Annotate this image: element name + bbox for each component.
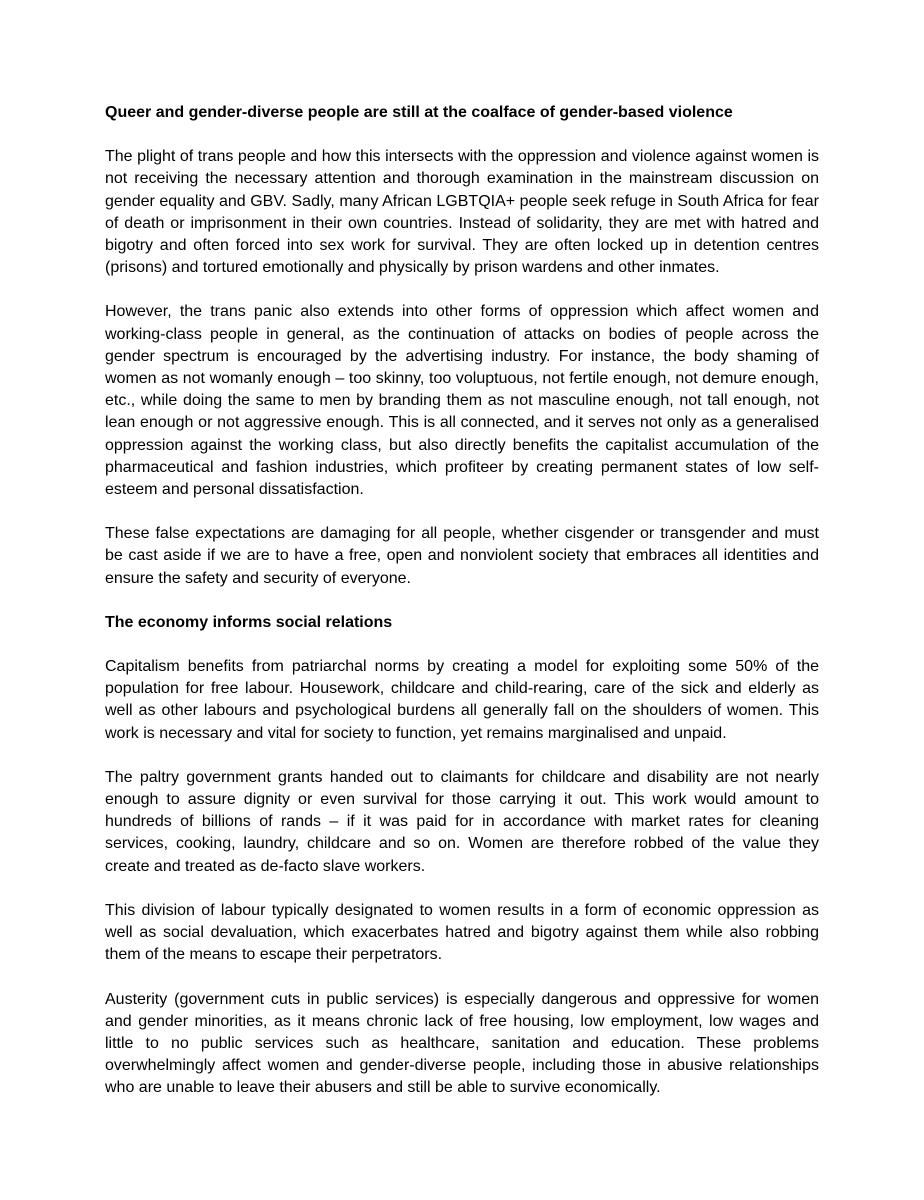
section-heading: Queer and gender-diverse people are still at the coalface of gender-based violence	[105, 104, 733, 121]
paragraph: These false expectations are damaging for all people, whether cisgender or transgender and must be cast aside if we are to have a free, open and nonviolent society that embraces all identities and ensure the safety and security of everyone.	[105, 525, 819, 587]
document-page	[105, 102, 819, 1122]
section-heading: The economy informs social relations	[105, 613, 393, 631]
paragraph: This division of labour typically designated to women results in a form of economic oppression as well as social devaluation, which exacerbates hatred and bigotry against them while also robbing them of the means to escape their perpetrators.	[105, 901, 819, 964]
paragraph: Austerity (government cuts in public services) is especially dangerous and oppressive for women and gender minorities, as it means chronic lack of free housing, low employment, low wages and little to no public services such as healthcare, sanitation and education. These problems overwhelmingly affect women and gender-diverse people, including those in abusive relationships who are unable to leave their abusers and still be able to survive economically.	[105, 990, 819, 1097]
paragraph: The plight of trans people and how this intersects with the oppression and violence against women is not receiving the necessary attention and thorough examination in the mainstream discussion on gender equality and GBV. Sadly, many African LGBTQIA+ people seek refuge in South Africa for fear of death or imprisonment in their own countries. Instead of solidarity, they are met with hatred and bigotry and often forced into sex work for survival. They are often locked up in detention centres (prisons) and tortured emotionally and physically by prison wardens and other inmates.	[105, 148, 819, 277]
paragraph: However, the trans panic also extends into other forms of oppression which affect women and working-class people in general, as the continuation of attacks on bodies of people across the gender spectrum is encouraged by the advertising industry. For instance, the body shaming of women as not womanly enough – too skinny, too voluptuous, not fertile enough, not demure enough, etc., while doing the same to men by branding them as not masculine enough, not tall enough, not lean enough or not aggressive enough. This is all connected, and it serves not only as a generalised oppression against the working class, but also directly benefits the capitalist accumulation of the pharmaceutical and fashion industries, which profiteer by creating permanent states of low self-esteem and personal dissatisfaction.	[105, 303, 819, 499]
paragraph: Capitalism benefits from patriarchal norms by creating a model for exploiting some 50% of the population for free labour. Housework, childcare and child-rearing, care of the sick and elderly as well as other labours and psychological burdens all generally fall on the shoulders of women. This work is necessary and vital for society to function, yet remains marginalised and unpaid.	[105, 658, 819, 742]
section-economy	[105, 612, 819, 1100]
section-queer-gender-diverse	[105, 102, 819, 590]
paragraph: The paltry government grants handed out to claimants for childcare and disability are not nearly enough to assure dignity or even survival for those carrying it out. This work would amount to hundreds of billions of rands – if it was paid for in accordance with market rates for cleaning services, cooking, laundry, childcare and so on. Women are therefore robbed of the value they create and treated as de-facto slave workers.	[105, 768, 819, 875]
